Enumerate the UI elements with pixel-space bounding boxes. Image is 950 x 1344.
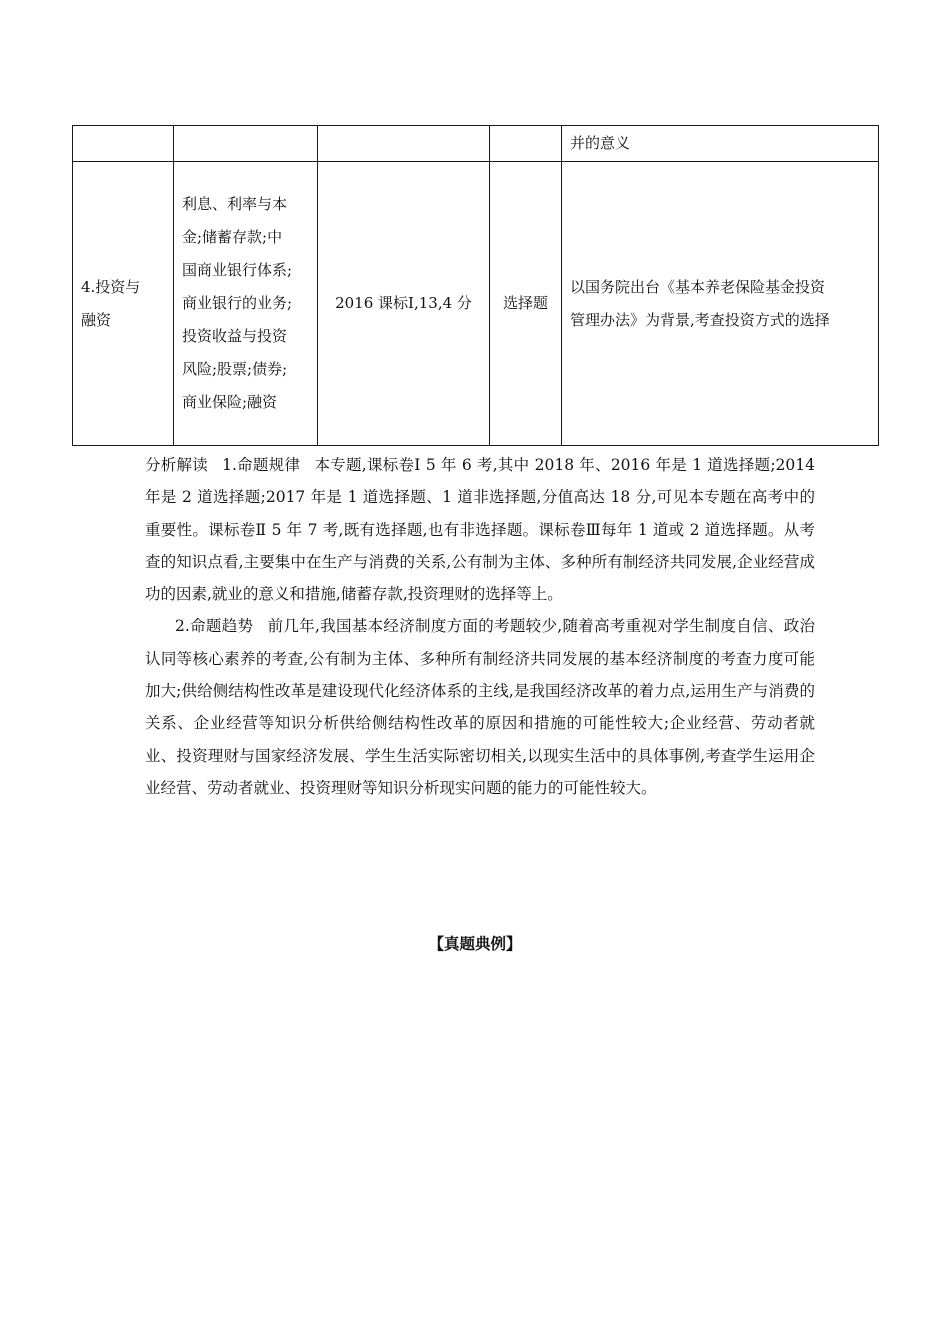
knowledge-cell <box>174 162 318 446</box>
focus-line: 以国务院出台《基本养老保险基金投资 <box>570 277 826 296</box>
knowledge-line: 商业保险;融资 <box>182 393 278 411</box>
source-cell: 2016 课标Ⅰ,13,4 分 <box>318 162 490 446</box>
source-cell <box>318 126 490 162</box>
focus-cell <box>562 162 879 446</box>
table-row <box>73 126 879 162</box>
knowledge-line: 国商业银行体系; <box>182 261 293 279</box>
trend-text: 前几年,我国基本经济制度方面的考题较少,随着高考重视对学生制度自信、政治认同等核心素养的考查,公有制为主体、多种所有制经济共同发展的基本经济制度的考查力度可能加大;供给侧结构性改革是建设现代化经济体系的主线,是我国经济改革的着力点,运用生产与消费的关系、企业经营等知识分析供给侧结构性改革的原因和措施的可能性较大;企业经营、劳动者就业、投资理财与国家经济发展、学生生活实际密切相关,以现实生活中的具体事例,考查学生运用企业经营、劳动者就业、投资理财等知识分析现实问题的能力的可能性较大。 <box>145 617 815 797</box>
topic-cell <box>73 162 174 446</box>
focus-line: 管理办法》为背景,考查投资方式的选择 <box>570 310 830 329</box>
analysis-paragraph-1 <box>145 449 815 610</box>
focus-cell: 并的意义 <box>562 126 879 162</box>
knowledge-line: 利息、利率与本 <box>182 195 288 213</box>
trend-label: 2.命题趋势 <box>175 617 254 636</box>
section-title: 【真题典例】 <box>428 934 522 953</box>
knowledge-line: 商业银行的业务; <box>182 294 293 312</box>
knowledge-cell <box>174 126 318 162</box>
topic-line: 4.投资与 <box>81 277 141 296</box>
analysis-section <box>145 449 815 804</box>
type-cell <box>490 126 562 162</box>
knowledge-line: 投资收益与投资 <box>182 327 288 345</box>
type-cell: 选择题 <box>490 162 562 446</box>
topic-line: 融资 <box>81 310 112 329</box>
analysis-heading: 分析解读 <box>145 456 209 474</box>
topic-cell <box>73 126 174 162</box>
rule-text: 本专题,课标卷Ⅰ 5 年 6 考,其中 2018 年、2016 年是 1 道选择题;2014 年是 2 道选择题;2017 年是 1 道选择题、1 道非选择题,分值高达 18 分,可见本专题在高考中的重要性。课标卷Ⅱ 5 年 7 考,既有选择题,也有非选择题。课标卷Ⅲ每年 1 道或 2 道选择题。从考查的知识点看,主要集中在生产与消费的关系,公有制为主体、多种所有制经济共同发展,企业经营成功的因素,就业的意义和措施,储蓄存款,投资理财的选择等上。 <box>145 456 815 604</box>
rule-label: 1.命题规律 <box>222 456 301 474</box>
analysis-paragraph-2 <box>145 610 815 804</box>
knowledge-line: 风险;股票;债券; <box>182 360 288 378</box>
knowledge-line: 金;储蓄存款;中 <box>182 228 283 246</box>
table-row <box>73 162 879 446</box>
exam-table <box>72 125 879 446</box>
